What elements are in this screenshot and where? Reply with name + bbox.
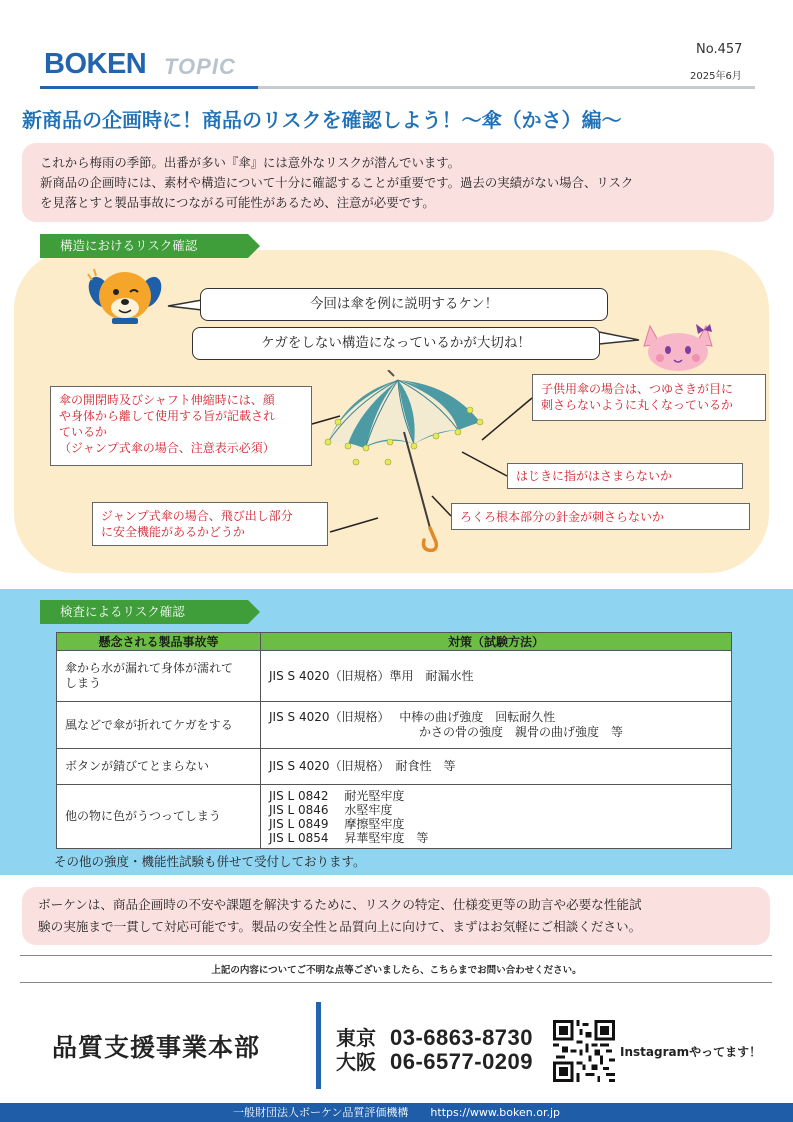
department-name: 品質支援事業本部 (52, 1033, 261, 1062)
divider (20, 982, 772, 983)
instagram-qr-icon[interactable] (553, 1020, 615, 1082)
footer-bar (0, 1103, 793, 1122)
cell-line: JIS L 0842 耐光堅牢度 (269, 788, 405, 803)
cell-line: かさの骨の強度 親骨の曲げ強度 等 (419, 725, 624, 739)
measure-cell (261, 702, 732, 749)
callout-kids-tips (532, 374, 766, 421)
phone-number-link[interactable]: 03-6863-8730 (390, 1025, 534, 1050)
callout-jump-safety (92, 502, 328, 546)
concern-cell: ボタンが錆びてとまらない (57, 749, 261, 785)
callout-line: 傘の開閉時及びシャフト伸縮時には、顔 (59, 393, 275, 407)
closing-box (22, 887, 770, 945)
cell-line: JIS L 0846 水堅牢度 (269, 802, 393, 817)
table-header-row (57, 633, 732, 651)
table-row (57, 651, 732, 702)
divider (20, 955, 772, 956)
concern-cell: 他の物に色がうつってしまう (57, 785, 261, 849)
callout-hajiki: はじきに指がはさまらないか (507, 463, 743, 489)
column-header-measure: 対策（試験方法） (261, 633, 732, 651)
risk-table (56, 632, 732, 849)
callout-line: に安全機能があるかどうか (101, 525, 246, 539)
issue-date: 2025年6月 (690, 71, 742, 82)
concern-cell: 風などで傘が折れてケガをする (57, 702, 261, 749)
dog-mascot-icon (86, 266, 168, 336)
intro-line: これから梅雨の季節。出番が多い『傘』には意外なリスクが潜んでいます。 (40, 155, 461, 170)
section-tag-inspection: 検査によるリスク確認 (40, 600, 248, 624)
inspection-footnote: その他の強度・機能性試験も併せて受付しております。 (54, 854, 366, 869)
closing-line: ボーケンは、商品企画時の不安や課題を解決するために、リスクの特定、仕様変更等の助言や必要な性能試 (38, 897, 642, 912)
logo-boken: BOKEN (44, 48, 147, 80)
callout-line: 子供用傘の場合は、つゆさきが目に (541, 382, 734, 396)
intro-box (22, 143, 774, 222)
cell-line: 傘から水が漏れて身体が濡れて (65, 661, 234, 675)
measure-cell: JIS S 4020（旧規格）準用 耐漏水性 (261, 651, 732, 702)
cell-line: しまう (65, 676, 102, 690)
office-city: 大阪 (336, 1050, 376, 1074)
measure-cell (261, 785, 732, 849)
phone-number-link[interactable]: 06-6577-0209 (390, 1049, 534, 1074)
callout-line: ているか (59, 425, 108, 439)
cat-mascot-icon (636, 318, 720, 374)
callout-opening-warning (50, 386, 312, 466)
table-row (57, 749, 732, 785)
callout-line: ジャンプ式傘の場合、飛び出し部分 (101, 509, 293, 523)
cell-line: JIS L 0854 昇華堅牢度 等 (269, 830, 429, 845)
callout-line: 刺さらないように丸くなっているか (541, 398, 734, 412)
cell-line: JIS S 4020（旧規格） 中棒の曲げ強度 回転耐久性 (269, 710, 556, 724)
intro-line: 新商品の企画時には、素材や構造について十分に確認することが重要です。過去の実績がない場合、リスク (40, 175, 634, 190)
instagram-label: Instagramやってます！ (620, 1045, 762, 1059)
section-tag-structure: 構造におけるリスク確認 (40, 234, 248, 258)
cell-line: JIS L 0849 摩擦堅牢度 (269, 816, 405, 831)
contact-divider-bar (316, 1002, 321, 1089)
table-row (57, 785, 732, 849)
closing-line: 験の実施まで一貫して対応可能です。製品の安全性と品質向上に向けて、まずはお気軽にご相談ください。 (38, 919, 642, 934)
cat-speech-tail (597, 328, 641, 348)
issue-number: No.457 (696, 42, 743, 57)
inquiry-note: 上記の内容についてご不明な点等ございましたら、こちらまでお問い合わせください。 (211, 965, 582, 976)
intro-line: を見落とすと製品事故につながる可能性があるため、注意が必要です。 (40, 195, 435, 210)
office-osaka (336, 1046, 533, 1075)
logo-topic: TOPIC (164, 54, 236, 79)
concern-cell (57, 651, 261, 702)
footer-org: 一般財団法人ボーケン品質評価機構 (232, 1106, 409, 1119)
office-city: 東京 (336, 1026, 376, 1050)
callout-line: や身体から離して使用する旨が記載され (59, 409, 276, 423)
cat-speech-bubble: ケガをしない構造になっているかが大切ね！ (192, 327, 600, 360)
footer-url-link[interactable]: https://www.boken.or.jp (430, 1106, 561, 1119)
measure-cell: JIS S 4020（旧規格） 耐食性 等 (261, 749, 732, 785)
table-row (57, 702, 732, 749)
column-header-concern: 懸念される製品事故等 (57, 633, 261, 651)
dog-speech-bubble: 今回は傘を例に説明するケン！ (200, 288, 608, 321)
page-title: 新商品の企画時に！商品のリスクを確認しよう！〜傘（かさ）編〜 (22, 108, 622, 132)
callout-rokuro: ろくろ根本部分の針金が刺さらないか (451, 503, 750, 530)
callout-line: （ジャンプ式傘の場合、注意表示必須） (59, 441, 275, 455)
header-rule-accent (40, 86, 258, 89)
